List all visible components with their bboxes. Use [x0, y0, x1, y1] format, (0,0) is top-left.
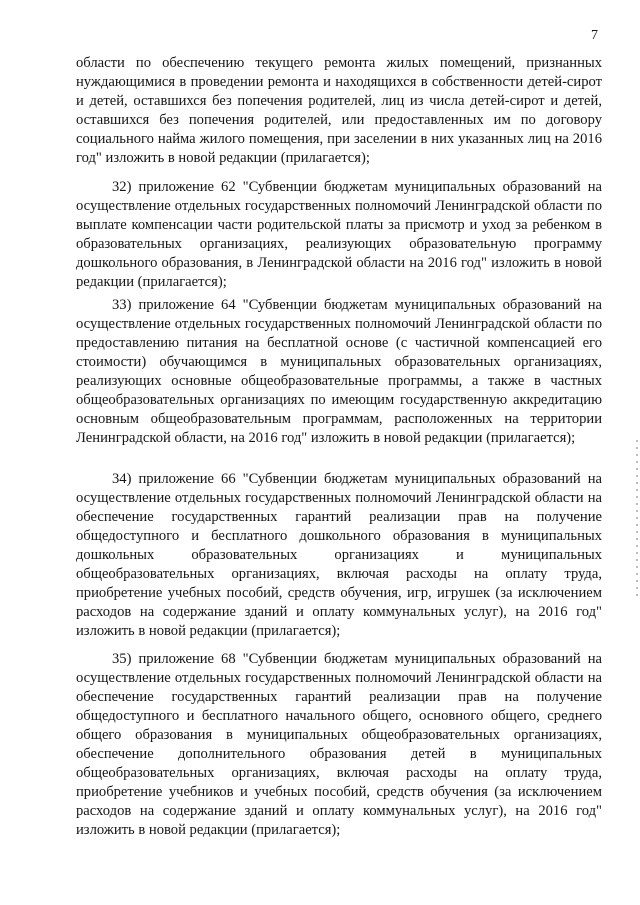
paragraph-text: 34) приложение 66 "Субвенции бюджетам муниципальных образований на осуществление отдельных государственных полномочий Ленинградской области на обеспечение государственных гарантий реализации прав на получение общедоступного и бесплатного дошкольного образования в муниципальных дошкольных образовательных организациях и муниципальных общеобразовательных организациях, включая расходы на оплату труда, приобретение учебных пособий, средств обучения, игр, игрушек (за исключением расходов на содержание зданий и оплату коммунальных услуг), на 2016 год" изложить в новой редакции (прилагается); [76, 471, 602, 639]
paragraph-item-34 [76, 470, 602, 641]
paragraph-item-35 [76, 650, 602, 840]
paragraph-text: 32) приложение 62 "Субвенции бюджетам муниципальных образований на осуществление отдельных государственных полномочий Ленинградской области по выплате компенсации части родительской платы за присмотр и уход за ребенком в образовательных организациях, реализующих образовательную программу дошкольного образования, в Ленинградской области на 2016 год" изложить в новой редакции (прилагается); [76, 179, 602, 290]
paragraph-item-33 [76, 296, 602, 448]
paragraph-text: 35) приложение 68 "Субвенции бюджетам муниципальных образований на осуществление отдельных государственных полномочий Ленинградской области на обеспечение государственных гарантий реализации прав на получение общедоступного и бесплатного начального общего, основного общего, среднего общего образования в муниципальных общеобразовательных организациях, обеспечение дополнительного образования детей в муниципальных общеобразовательных организациях, включая расходы на оплату труда, приобретение учебников и учебных пособий, средств обучения (за исключением расходов на содержание зданий и оплату коммунальных услуг), на 2016 год" изложить в новой редакции (прилагается); [76, 651, 602, 838]
paragraph-text: области по обеспечению текущего ремонта жилых помещений, признанных нуждающимися в проведении ремонта и находящихся в собственности детей-сирот и детей, оставшихся без попечения родителей, лиц из числа детей-сирот и детей, оставшихся без попечения родителей, или предоставленных им по договору социального найма жилого помещения, при заселении в них указанных лиц на 2016 год" изложить в новой редакции (прилагается); [76, 55, 602, 166]
scan-edge-mark [636, 440, 638, 600]
page-number: 7 [591, 28, 598, 43]
paragraph-item-32 [76, 178, 602, 292]
paragraph-text: 33) приложение 64 "Субвенции бюджетам муниципальных образований на осуществление отдельных государственных полномочий Ленинградской области по предоставлению питания на бесплатной основе (с частичной компенсацией его стоимости) обучающимся в муниципальных образовательных организациях, реализующих основные общеобразовательные программы, а также в частных общеобразовательных организациях по имеющим государственную аккредитацию основным общеобразовательным программам, расположенных на территории Ленинградской области, на 2016 год" изложить в новой редакции (прилагается); [76, 297, 602, 446]
paragraph-continuation [76, 54, 602, 168]
